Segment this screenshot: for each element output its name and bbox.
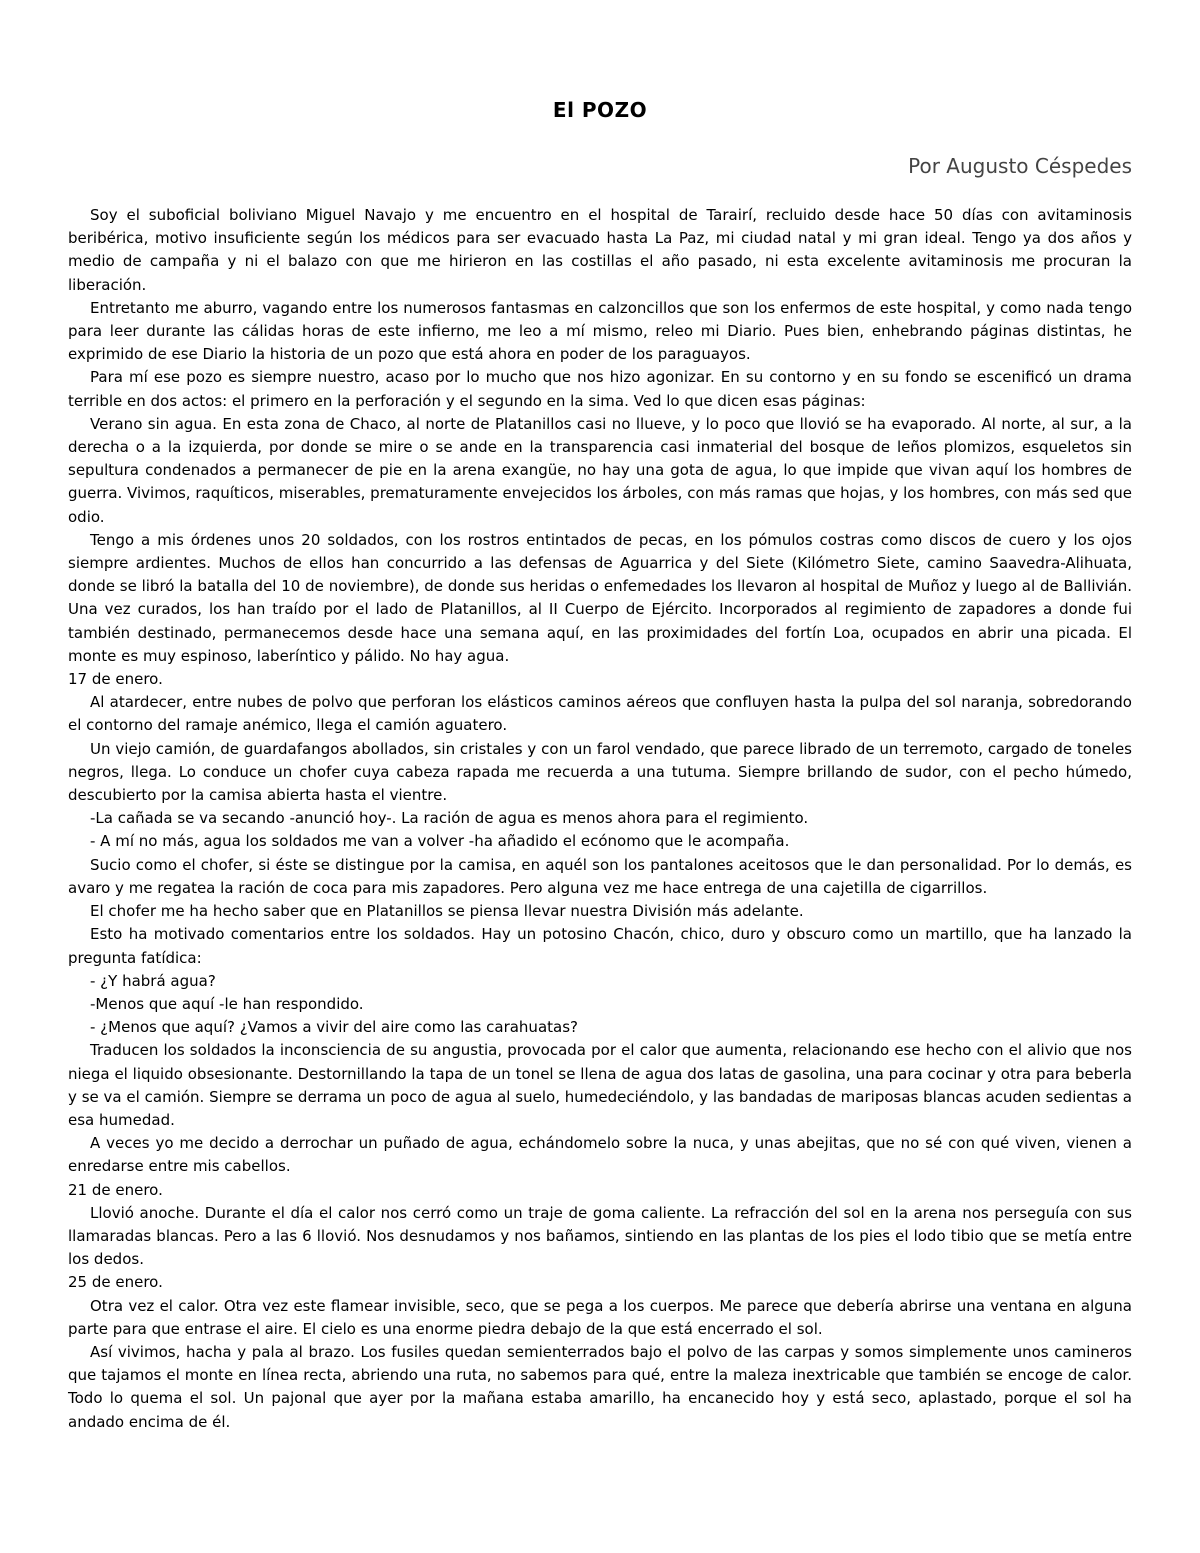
- paragraph: Sucio como el chofer, si éste se distingue por la camisa, en aquél son los pantalones aceitosos que le dan personalidad. Por lo demás, es avaro y me regatea la ración de coca para mis zapadores. Pero alguna vez me hace entrega de una cajetilla de cigarrillos.: [68, 855, 1132, 897]
- paragraph: - ¿Menos que aquí? ¿Vamos a vivir del aire como las carahuatas?: [90, 1018, 578, 1037]
- paragraph: Soy el suboficial boliviano Miguel Navajo y me encuentro en el hospital de Tarairí, recluido desde hace 50 días con avitaminosis beribérica, motivo insuficiente según los médicos para ser evacuado hasta La Paz, mi ciudad natal y mi gran ideal. Tengo ya dos años y medio de campaña y ni el balazo con que me hirieron en las costillas el año pasado, ni esta excelente avitaminosis me procuran la liberación.: [68, 206, 1132, 294]
- paragraph: Traducen los soldados la inconsciencia de su angustia, provocada por el calor que aumenta, relacionando ese hecho con el alivio que nos niega el liquido obsesionante. Destornillando la tapa de un tonel se llena de agua dos latas de gasolina, una para cocinar y otra para beberla y se va el camión. Siempre se derrama un poco de agua al suelo, humedeciéndolo, y las bandadas de mariposas blancas acuden sedientas a esa humedad.: [68, 1041, 1132, 1129]
- paragraph: Llovió anoche. Durante el día el calor nos cerró como un traje de goma caliente. La refracción del sol en la arena nos perseguía con sus llamaradas blancas. Pero a las 6 llovió. Nos desnudamos y nos bañamos, sintiendo en las plantas de los pies el lodo tibio que se metía entre los dedos.: [68, 1203, 1132, 1269]
- document-author: Por Augusto Céspedes: [908, 154, 1132, 178]
- paragraph: - ¿Y habrá agua?: [90, 971, 216, 990]
- document-title: El POZO: [552, 98, 648, 122]
- paragraph: - A mí no más, agua los soldados me van a volver -ha añadido el ecónomo que le acompaña.: [90, 832, 790, 851]
- paragraph: Tengo a mis órdenes unos 20 soldados, con los rostros entintados de pecas, en los pómulos costras como discos de cuero y los ojos siempre ardientes. Muchos de ellos han concurrido a las defensas de Aguarrica y del Siete (Kilómetro Siete, camino Saavedra-Alihuata, donde se libró la batalla del 10 de noviembre), de donde sus heridas o enfemedades los llevaron al hospital de Muñoz y luego al de Ballivián. Una vez curados, los han traído por el lado de Platanillos, al II Cuerpo de Ejército. Incorporados al regimiento de zapadores a donde fui también destinado, permanecemos desde hace una semana aquí, en las proximidades del fortín Loa, ocupados en abrir una picada. El monte es muy espinoso, laberíntico y pálido. No hay agua.: [68, 530, 1132, 665]
- paragraph: -Menos que aquí -le han respondido.: [90, 994, 364, 1013]
- paragraph: El chofer me ha hecho saber que en Platanillos se piensa llevar nuestra División más adelante.: [90, 902, 804, 921]
- paragraph: Así vivimos, hacha y pala al brazo. Los fusiles quedan semienterrados bajo el polvo de las carpas y somos simplemente unos camineros que tajamos el monte en línea recta, abriendo una ruta, no sabemos para qué, entre la maleza inextricable que también se encoge de calor. Todo lo quema el sol. Un pajonal que ayer por la mañana estaba amarillo, ha encanecido hoy y está seco, aplastado, porque el sol ha andado encima de él.: [68, 1342, 1132, 1431]
- paragraph: Esto ha motivado comentarios entre los soldados. Hay un potosino Chacón, chico, duro y obscuro como un martillo, que ha lanzado la pregunta fatídica:: [68, 925, 1132, 967]
- paragraph: Al atardecer, entre nubes de polvo que perforan los elásticos caminos aéreos que confluyen hasta la pulpa del sol naranja, sobredorando el contorno del ramaje anémico, llega el camión aguatero.: [68, 693, 1132, 735]
- paragraph: Verano sin agua. En esta zona de Chaco, al norte de Platanillos casi no llueve, y lo poco que llovió se ha evaporado. Al norte, al sur, a la derecha o a la izquierda, por donde se mire o se ande en la transparencia casi inmaterial del bosque de leños plomizos, esqueletos sin sepultura condenados a permanecer de pie en la arena exangüe, no hay una gota de agua, lo que impide que vivan aquí los hombres de guerra. Vivimos, raquíticos, miserables, prematuramente envejecidos los árboles, con más ramas que hojas, y los hombres, con más sed que odio.: [68, 414, 1132, 526]
- paragraph: Un viejo camión, de guardafangos abollados, sin cristales y con un farol vendado, que parece librado de un terremoto, cargado de toneles negros, llega. Lo conduce un chofer cuya cabeza rapada me recuerda a una tutuma. Siempre brillando de sudor, con el pecho húmedo, descubierto por la camisa abierta hasta el vientre.: [68, 739, 1132, 805]
- document-body: [68, 204, 1132, 1434]
- diary-date: 25 de enero.: [68, 1273, 163, 1292]
- paragraph: Para mí ese pozo es siempre nuestro, acaso por lo mucho que nos hizo agonizar. En su contorno y en su fondo se escenificó un drama terrible en dos actos: el primero en la perforación y el segundo en la sima. Ved lo que dicen esas páginas:: [68, 368, 1132, 410]
- paragraph: Otra vez el calor. Otra vez este flamear invisible, seco, que se pega a los cuerpos. Me parece que debería abrirse una ventana en alguna parte para que entrase el aire. El cielo es una enorme piedra debajo de la que está encerrado el sol.: [68, 1296, 1132, 1338]
- paragraph: A veces yo me decido a derrochar un puñado de agua, echándomelo sobre la nuca, y unas abejitas, que no sé con qué viven, vienen a enredarse entre mis cabellos.: [68, 1134, 1132, 1176]
- diary-date: 21 de enero.: [68, 1180, 163, 1199]
- diary-date: 17 de enero.: [68, 670, 163, 689]
- paragraph: Entretanto me aburro, vagando entre los numerosos fantasmas en calzoncillos que son los enfermos de este hospital, y como nada tengo para leer durante las cálidas horas de este infierno, me leo a mí mismo, releo mi Diario. Pues bien, enhebrando páginas distintas, he exprimido de ese Diario la historia de un pozo que está ahora en poder de los paraguayos.: [68, 298, 1132, 364]
- paragraph: -La cañada se va secando -anunció hoy-. La ración de agua es menos ahora para el regimiento.: [90, 809, 809, 828]
